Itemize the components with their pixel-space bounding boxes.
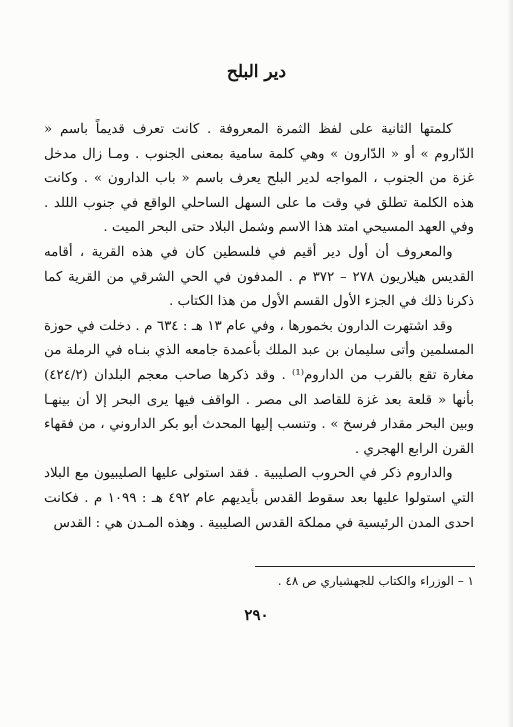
- body-text: [44, 118, 474, 536]
- footnote-divider: [255, 566, 475, 567]
- paragraph-4: والداروم ذكر في الحروب الصليبية . فقد استولى عليها الصليبيون مع البلاد التي استولوا عليها بعد سقوط القدس بأيديهم عام ٤٩٢ هـ : ١٠٩٩ م . فكانت احدى المدن الرئيسية في مملكة القدس الصليبية . وهذه المـدن هي : القدس: [44, 466, 474, 531]
- footnote: ١ – الوزراء والكتاب للجهشياري ص ٤٨ .: [277, 574, 474, 588]
- paragraph-3: وقد اشتهرت الدارون بخمورها ، وفي عام ١٣ هـ : ٦٣٤ م . دخلت في حوزة المسلمين وأتى سليمان بن عبد الملك بأعمدة جامعه الذي بنـاه في الرملة من مغارة تقع بالقرب من الداروم⁽¹⁾ . وقد ذكرها صاحب معجم البلدان (٤٢٤/٢) بأنها « قلعة بعد غزة للقاصد الى مصر . الواقف فيها يرى البحر إلا أن بينهـا وبين البحر مقدار فرسخ » . وتنسب إليها المحدث أبو بكر الداروني ، من فقهاء القرن الرابع الهجري .: [44, 318, 474, 457]
- paragraph-2: والمعروف أن أول دير أقيم في فلسطين كان في هذه القرية ، أقامه القديس هيلاريون ٢٧٨ – ٣٧٢ م . المدفون في الحي الشرقي من القرية كما ذكرنا ذلك في الجزء الأول القسم الأول من هذا الكتاب .: [44, 244, 475, 310]
- chapter-title: دير البلح: [226, 62, 287, 82]
- page-number: ٢٩٠: [244, 606, 269, 624]
- paragraph-1: كلمتها الثانية على لفظ الثمرة المعروفة . كانت تعرف قديماً باسم « الدّاروم » أو « الدّارون » وهي كلمة سامية بمعنى الجنوب . ومـا زال مدخل غزة من الجنوب ، المواجه لدير البلح يعرف باسم « باب الدارون » . وكانت هذه الكلمة تطلق في وقت ما على السهل الساحلي الواقع في جنوب الللد . وفي العهد المسيحي امتد هذا الاسم وشمل البلاد حتى البحر الميت .: [44, 122, 474, 236]
